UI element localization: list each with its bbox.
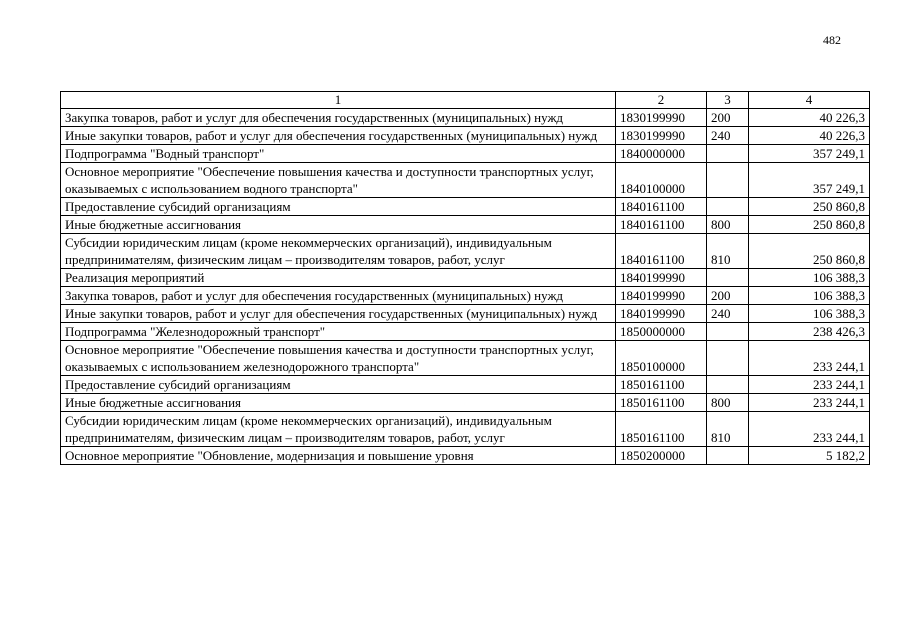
- row-name-cell: Иные бюджетные ассигнования: [61, 216, 616, 234]
- row-type-cell: 240: [707, 127, 749, 145]
- page-number: 482: [823, 33, 841, 47]
- row-type-cell: [707, 376, 749, 394]
- row-amount-cell: 250 860,8: [749, 198, 870, 216]
- row-type-cell: [707, 323, 749, 341]
- row-name-cell: Предоставление субсидий организациям: [61, 198, 616, 216]
- table-row: [61, 127, 870, 145]
- table-row: [61, 412, 870, 447]
- row-type-cell: 200: [707, 109, 749, 127]
- row-name-cell: Реализация мероприятий: [61, 269, 616, 287]
- table-row: [61, 198, 870, 216]
- row-type-cell: 240: [707, 305, 749, 323]
- row-code-cell: 1840199990: [616, 287, 707, 305]
- row-amount-cell: 40 226,3: [749, 127, 870, 145]
- table-body: [61, 92, 870, 465]
- row-amount-cell: 106 388,3: [749, 269, 870, 287]
- row-name-cell: Иные закупки товаров, работ и услуг для обеспечения государственных (муниципальных) нужд: [61, 127, 616, 145]
- row-amount-cell: 40 226,3: [749, 109, 870, 127]
- row-name-cell: Основное мероприятие "Обеспечение повышения качества и доступности транспортных услуг, оказываемых с использованием водного транспорта": [61, 163, 616, 198]
- table-row: [61, 109, 870, 127]
- row-type-cell: [707, 269, 749, 287]
- row-code-cell: 1850161100: [616, 412, 707, 447]
- budget-table: [60, 91, 870, 465]
- column-header-1: 1: [61, 92, 616, 109]
- row-code-cell: 1850200000: [616, 447, 707, 465]
- table-row: [61, 341, 870, 376]
- table-row: [61, 234, 870, 269]
- row-type-cell: 800: [707, 216, 749, 234]
- row-type-cell: [707, 163, 749, 198]
- table-header-row: [61, 92, 870, 109]
- row-code-cell: 1850000000: [616, 323, 707, 341]
- table-row: [61, 163, 870, 198]
- table-row: [61, 376, 870, 394]
- table-row: [61, 447, 870, 465]
- row-amount-cell: 250 860,8: [749, 216, 870, 234]
- row-code-cell: 1830199990: [616, 127, 707, 145]
- row-amount-cell: 250 860,8: [749, 234, 870, 269]
- row-type-cell: [707, 341, 749, 376]
- row-type-cell: 200: [707, 287, 749, 305]
- table-row: [61, 394, 870, 412]
- row-code-cell: 1840100000: [616, 163, 707, 198]
- row-code-cell: 1850100000: [616, 341, 707, 376]
- table-row: [61, 305, 870, 323]
- row-type-cell: [707, 145, 749, 163]
- row-code-cell: 1840161100: [616, 216, 707, 234]
- row-amount-cell: 233 244,1: [749, 394, 870, 412]
- row-type-cell: [707, 447, 749, 465]
- row-name-cell: Закупка товаров, работ и услуг для обеспечения государственных (муниципальных) нужд: [61, 287, 616, 305]
- row-name-cell: Субсидии юридическим лицам (кроме некоммерческих организаций), индивидуальным предпринимателям, физическим лицам – производителям товаров, работ, услуг: [61, 412, 616, 447]
- row-code-cell: 1840199990: [616, 269, 707, 287]
- row-name-cell: Основное мероприятие "Обеспечение повышения качества и доступности транспортных услуг, оказываемых с использованием железнодорожного транспорта": [61, 341, 616, 376]
- table-row: [61, 269, 870, 287]
- row-code-cell: 1840000000: [616, 145, 707, 163]
- row-code-cell: 1840161100: [616, 198, 707, 216]
- row-type-cell: 800: [707, 394, 749, 412]
- row-amount-cell: 5 182,2: [749, 447, 870, 465]
- row-amount-cell: 106 388,3: [749, 305, 870, 323]
- row-amount-cell: 233 244,1: [749, 412, 870, 447]
- row-name-cell: Предоставление субсидий организациям: [61, 376, 616, 394]
- row-code-cell: 1840199990: [616, 305, 707, 323]
- row-code-cell: 1850161100: [616, 394, 707, 412]
- row-name-cell: Подпрограмма "Водный транспорт": [61, 145, 616, 163]
- row-name-cell: Основное мероприятие "Обновление, модернизация и повышение уровня: [61, 447, 616, 465]
- row-code-cell: 1850161100: [616, 376, 707, 394]
- row-type-cell: [707, 198, 749, 216]
- column-header-4: 4: [749, 92, 870, 109]
- row-type-cell: 810: [707, 412, 749, 447]
- table-row: [61, 287, 870, 305]
- row-code-cell: 1840161100: [616, 234, 707, 269]
- row-amount-cell: 233 244,1: [749, 376, 870, 394]
- table-row: [61, 323, 870, 341]
- row-name-cell: Подпрограмма "Железнодорожный транспорт": [61, 323, 616, 341]
- table-row: [61, 145, 870, 163]
- row-amount-cell: 357 249,1: [749, 145, 870, 163]
- row-amount-cell: 106 388,3: [749, 287, 870, 305]
- column-header-3: 3: [707, 92, 749, 109]
- row-name-cell: Закупка товаров, работ и услуг для обеспечения государственных (муниципальных) нужд: [61, 109, 616, 127]
- row-name-cell: Иные бюджетные ассигнования: [61, 394, 616, 412]
- table-row: [61, 216, 870, 234]
- row-amount-cell: 233 244,1: [749, 341, 870, 376]
- row-code-cell: 1830199990: [616, 109, 707, 127]
- column-header-2: 2: [616, 92, 707, 109]
- row-name-cell: Субсидии юридическим лицам (кроме некоммерческих организаций), индивидуальным предпринимателям, физическим лицам – производителям товаров, работ, услуг: [61, 234, 616, 269]
- row-amount-cell: 357 249,1: [749, 163, 870, 198]
- row-amount-cell: 238 426,3: [749, 323, 870, 341]
- row-name-cell: Иные закупки товаров, работ и услуг для обеспечения государственных (муниципальных) нужд: [61, 305, 616, 323]
- row-type-cell: 810: [707, 234, 749, 269]
